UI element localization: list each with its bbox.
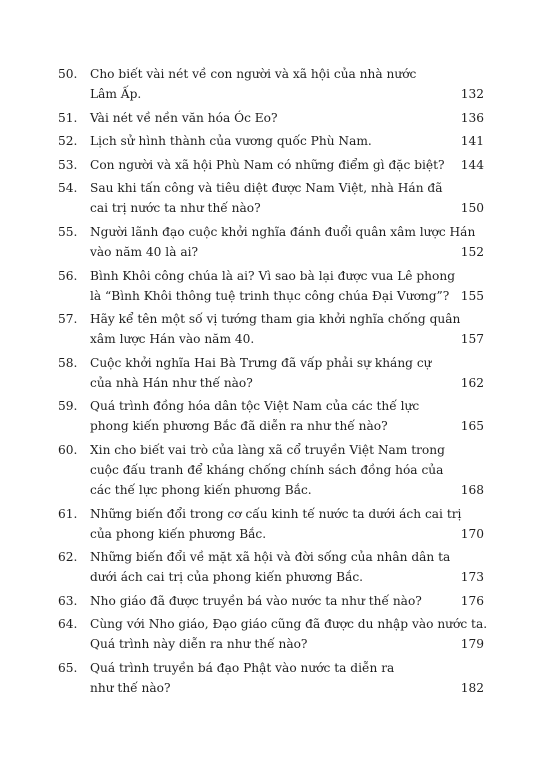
toc-entry-title [90, 504, 488, 544]
toc-entry-line: Những biến đổi trong cơ cấu kinh tế nước ta dưới ách cai trị [90, 506, 462, 521]
toc-entry-page: 141 [460, 134, 484, 149]
toc-entry-line: Quá trình truyền bá đạo Phật vào nước ta diễn ra [90, 660, 395, 675]
toc-entry-line: Quá trình đồng hóa dân tộc Việt Nam của các thế lực [90, 399, 420, 414]
toc-entry-title [90, 614, 488, 654]
toc-entry-line: Nho giáo đã được truyền bá vào nước ta như thế nào? [90, 593, 422, 608]
toc-entry-page: 165 [460, 419, 484, 434]
toc-entry-title [90, 222, 488, 262]
toc-entry-page: 155 [460, 288, 484, 303]
toc-entry-page: 170 [460, 526, 484, 541]
toc-entry-title [90, 178, 488, 218]
toc-entry [58, 658, 488, 698]
toc-entry [58, 504, 488, 544]
toc-entry-line: Sau khi tấn công và tiêu diệt được Nam Việt, nhà Hán đã [90, 181, 443, 196]
toc-entry [58, 178, 488, 218]
toc-entry [58, 108, 488, 128]
toc-entry [58, 309, 488, 349]
toc-entry-title [90, 591, 488, 611]
toc-entry-line: Cho biết vài nét về con người và xã hội của nhà nước [90, 67, 417, 81]
toc-entry [58, 614, 488, 654]
toc-entry-line: Con người và xã hội Phù Nam có những điểm gì đặc biệt? [90, 157, 445, 172]
toc-entry-title [90, 396, 488, 436]
toc-entry-line: dưới ách cai trị của phong kiến phương Bắc. [90, 570, 364, 585]
toc-entry-number: 65. [58, 660, 78, 675]
toc-entry-title [90, 131, 488, 151]
toc-entry-line: các thế lực phong kiến phương Bắc. [90, 482, 312, 497]
toc-entry-page: 152 [460, 244, 484, 259]
table-of-contents [58, 64, 488, 702]
toc-entry [58, 266, 488, 306]
toc-entry-number: 60. [58, 442, 78, 457]
toc-entry-line: cuộc đấu tranh để kháng chống chính sách đồng hóa của [90, 462, 444, 477]
toc-entry-title [90, 64, 488, 104]
toc-entry [58, 155, 488, 175]
toc-entry-line: Những biến đổi về mặt xã hội và đời sống của nhân dân ta [90, 550, 451, 565]
toc-entry-number: 56. [58, 268, 78, 283]
toc-entry-line: của nhà Hán như thế nào? [90, 375, 253, 390]
toc-entry-page: 132 [460, 87, 484, 101]
toc-entry-line: Vài nét về nền văn hóa Óc Eo? [90, 110, 278, 125]
toc-entry-number: 50. [58, 67, 78, 81]
toc-entry [58, 591, 488, 611]
toc-entry-title [90, 440, 488, 500]
toc-entry-line: Xin cho biết vai trò của làng xã cổ truyền Việt Nam trong [90, 442, 445, 457]
toc-entry-line: của phong kiến phương Bắc. [90, 526, 267, 541]
toc-entry-page: 168 [460, 482, 484, 497]
toc-entry-line: Cuộc khởi nghĩa Hai Bà Trưng đã vấp phải sự kháng cự [90, 355, 432, 370]
toc-entry-number: 59. [58, 399, 78, 414]
toc-entry-title [90, 658, 488, 698]
toc-entry-number: 62. [58, 550, 78, 565]
toc-entry-line: Lịch sử hình thành của vương quốc Phù Nam. [90, 134, 372, 149]
toc-entry-title [90, 155, 488, 175]
toc-entry-number: 54. [58, 181, 78, 196]
toc-entry-page: 176 [460, 593, 484, 608]
toc-entry-page: 162 [460, 375, 484, 390]
toc-entry-line: Người lãnh đạo cuộc khởi nghĩa đánh đuổi quân xâm lược Hán [90, 224, 476, 239]
toc-entry-line: phong kiến phương Bắc đã diễn ra như thế nào? [90, 419, 388, 434]
toc-entry-title [90, 353, 488, 393]
toc-entry-title [90, 266, 488, 306]
toc-entry-number: 55. [58, 224, 78, 239]
toc-entry-line: như thế nào? [90, 680, 171, 695]
toc-entry [58, 396, 488, 436]
toc-entry-number: 53. [58, 157, 78, 172]
toc-entry-number: 64. [58, 617, 78, 632]
toc-entry-line: Cùng với Nho giáo, Đạo giáo cũng đã được du nhập vào nước ta. [90, 617, 488, 632]
toc-entry-number: 52. [58, 134, 78, 149]
toc-entry-page: 182 [460, 680, 484, 695]
toc-entry-number: 61. [58, 506, 78, 521]
toc-entry-number: 51. [58, 110, 78, 125]
toc-entry-page: 179 [460, 637, 484, 652]
toc-entry-title [90, 309, 488, 349]
toc-entry-line: Quá trình này diễn ra như thế nào? [90, 637, 308, 652]
toc-entry-number: 57. [58, 312, 78, 327]
toc-entry-number: 63. [58, 593, 78, 608]
toc-entry [58, 64, 488, 104]
toc-entry-line: Bình Khôi công chúa là ai? Vì sao bà lại được vua Lê phong [90, 268, 456, 283]
toc-entry-page: 157 [460, 332, 484, 347]
toc-entry-title [90, 108, 488, 128]
toc-entry [58, 222, 488, 262]
toc-entry-title [90, 547, 488, 587]
toc-entry-page: 150 [460, 201, 484, 216]
toc-entry-page: 144 [460, 157, 484, 172]
toc-entry-line: Lâm Ấp. [90, 87, 142, 101]
toc-entry-line: cai trị nước ta như thế nào? [90, 201, 261, 216]
toc-entry [58, 440, 488, 500]
toc-entry-line: xâm lược Hán vào năm 40. [90, 332, 255, 347]
toc-entry-number: 58. [58, 355, 78, 370]
toc-entry [58, 353, 488, 393]
toc-entry-page: 136 [460, 110, 484, 125]
toc-entry [58, 131, 488, 151]
toc-entry-page: 173 [460, 570, 484, 585]
toc-entry [58, 547, 488, 587]
toc-entry-line: là “Bình Khôi thông tuệ trinh thục công chúa Đại Vương”? [90, 288, 450, 303]
toc-entry-line: Hãy kể tên một số vị tướng tham gia khởi nghĩa chống quân [90, 312, 461, 327]
toc-entry-line: vào năm 40 là ai? [90, 244, 199, 259]
